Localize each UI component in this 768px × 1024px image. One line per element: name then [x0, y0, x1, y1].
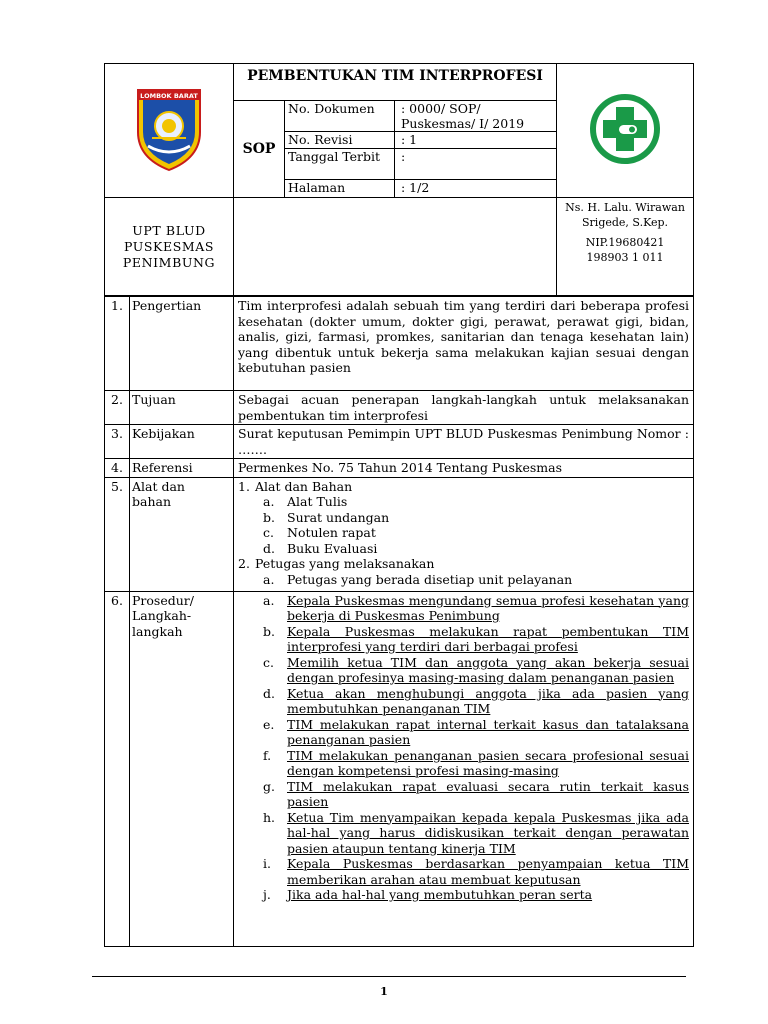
- section-tujuan: [105, 391, 694, 425]
- procedure-step: d. Ketua akan menghubungi anggota jika ada pasien yang membutuhkan penanganan TIM: [263, 685, 689, 716]
- signer-nip: NIP.19680421 198903 1 011: [585, 236, 665, 264]
- org-line-2: PUSKESMAS: [123, 238, 215, 254]
- section-text: Permenkes No. 75 Tahun 2014 Tentang Puskesmas: [234, 459, 694, 478]
- signer-block: [557, 198, 694, 296]
- list-item: 2. Petugas yang melaksanakan: [238, 556, 435, 571]
- page-number: 1: [380, 985, 388, 998]
- lombok-barat-logo-cell: [105, 64, 234, 198]
- meta-value-tanggal-terbit: :: [395, 149, 557, 180]
- section-text: Sebagai acuan penerapan langkah-langkah untuk melaksanakan pembentukan tim interprofesi: [234, 391, 694, 425]
- section-list: [234, 477, 694, 591]
- section-number: 3.: [105, 425, 130, 459]
- procedure-step: f. TIM melakukan penanganan pasien secara profesional sesuai dengan kompetensi profesi masing-masing: [263, 747, 689, 778]
- list-item: 1. Alat dan Bahan: [238, 478, 353, 494]
- signer-name: Ns. H. Lalu. Wirawan Srigede, S.Kep.: [565, 201, 685, 229]
- sop-content-table: [104, 296, 694, 947]
- procedure-step: h. Ketua Tim menyampaikan kepada kepala Puskesmas jika ada hal-hal yang harus didiskusikan terkait dengan perawatan pasien ataupun tentang kinerja TIM: [263, 809, 689, 856]
- section-label: Kebijakan: [130, 425, 234, 459]
- section-text: Tim interprofesi adalah sebuah tim yang terdiri dari beberapa profesi kesehatan (dokter umum, dokter gigi, perawat, perawat gigi, bidan, analis, gizi, farmasi, promkes, sanitarian dan tenaga kesehatan lain) yang dibentuk untuk bekerja sama melakukan kajian sesuai dengan kebutuhan pasien: [234, 297, 694, 391]
- section-number: 5.: [105, 477, 130, 591]
- meta-value-halaman: : 1/2: [395, 180, 557, 198]
- sop-header-table: [104, 63, 694, 296]
- section-prosedur: [105, 591, 694, 946]
- meta-value-no-dokumen: : 0000/ SOP/ Puskesmas/ I/ 2019: [395, 101, 557, 132]
- list-item: d. Buku Evaluasi: [263, 540, 378, 556]
- section-number: 4.: [105, 459, 130, 478]
- procedure-step: a. Kepala Puskesmas mengundang semua profesi kesehatan yang bekerja di Puskesmas Penimbung: [263, 592, 689, 623]
- meta-label-no-dokumen: No. Dokumen: [285, 101, 395, 132]
- footer-divider: [92, 976, 686, 977]
- section-kebijakan: [105, 425, 694, 459]
- logo-banner-text: LOMBOK BARAT: [140, 91, 198, 100]
- organization-name: [105, 198, 234, 296]
- meta-label-tanggal-terbit: Tanggal Terbit: [285, 149, 395, 180]
- procedure-step: e. TIM melakukan rapat internal terkait kasus dan tatalaksana penanganan pasien: [263, 716, 689, 747]
- list-item: c. Notulen rapat: [263, 525, 376, 540]
- list-item: a. Petugas yang berada disetiap unit pelayanan: [263, 571, 573, 587]
- section-alat-dan-bahan: [105, 477, 694, 591]
- kemkes-cross-icon: [589, 93, 661, 165]
- sop-label: SOP: [234, 101, 285, 198]
- org-line-1: UPT BLUD: [132, 222, 206, 238]
- meta-label-halaman: Halaman: [285, 180, 395, 198]
- section-label: Tujuan: [130, 391, 234, 425]
- meta-label-no-revisi: No. Revisi: [285, 132, 395, 149]
- procedure-steps: [234, 591, 694, 946]
- section-label: Referensi: [130, 459, 234, 478]
- kemkes-logo-cell: [557, 64, 694, 198]
- procedure-step: b. Kepala Puskesmas melakukan rapat pembentukan TIM interprofesi yang terdiri dari berbagai profesi: [263, 623, 689, 654]
- section-text: Surat keputusan Pemimpin UPT BLUD Puskesmas Penimbung Nomor : …….: [234, 425, 694, 459]
- meta-value-no-revisi: : 1: [395, 132, 557, 149]
- list-item: b. Surat undangan: [263, 509, 390, 525]
- sop-title: PEMBENTUKAN TIM INTERPROFESI: [234, 64, 557, 101]
- signature-area: [234, 198, 557, 296]
- procedure-step: j. Jika ada hal-hal yang membutuhkan peran serta: [263, 887, 593, 902]
- list-item: a. Alat Tulis: [263, 494, 348, 509]
- section-number: 2.: [105, 391, 130, 425]
- procedure-step: i. Kepala Puskesmas berdasarkan penyampaian ketua TIM memberikan arahan atau membuat keputusan: [263, 856, 689, 887]
- org-line-3: PENIMBUNG: [122, 254, 216, 270]
- procedure-step: c. Memilih ketua TIM dan anggota yang akan bekerja sesuai dengan profesinya masing-masing dalam penanganan pasien: [263, 654, 689, 685]
- section-pengertian: [105, 297, 694, 391]
- section-referensi: [105, 459, 694, 478]
- section-label: Prosedur/ Langkah-langkah: [130, 591, 234, 946]
- procedure-step: g. TIM melakukan rapat evaluasi secara rutin terkait kasus pasien: [263, 778, 689, 809]
- section-label: Alat dan bahan: [130, 477, 234, 591]
- lombok-barat-emblem-icon: [134, 86, 204, 172]
- section-number: 1.: [105, 297, 130, 391]
- section-label: Pengertian: [130, 297, 234, 391]
- section-number: 6.: [105, 591, 130, 946]
